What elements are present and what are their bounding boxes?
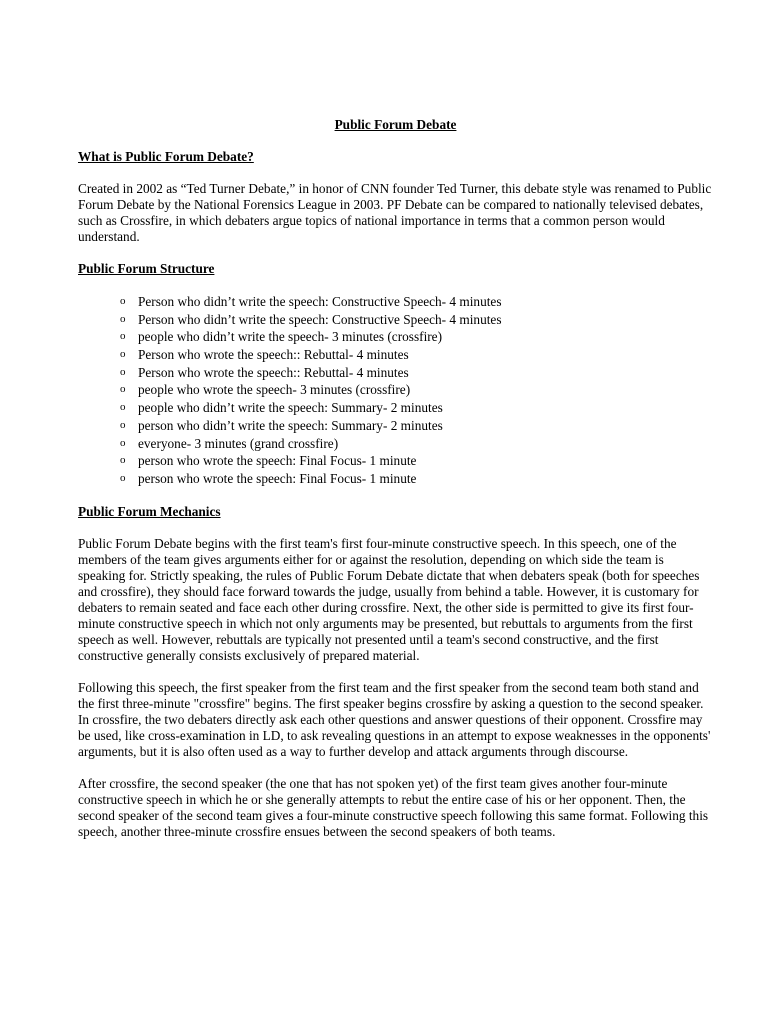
list-item: [120, 346, 713, 364]
paragraph-mechanics-2: Following this speech, the first speaker from the first team and the first speaker from the second team both stand and the first three-minute "crossfire" begins. The first speaker begins crossfire by asking a question to the second speaker. In crossfire, the two debaters directly ask each other questions and answer questions of their opponent. Crossfire may be used, like cross-examination in LD, to ask revealing questions in an attempt to expose weaknesses in the opponents' arguments, but it is also often used as a way to further develop and attack arguments through discourse.: [78, 679, 711, 759]
list-item-text: people who wrote the speech- 3 minutes (crossfire): [138, 382, 411, 398]
circle-bullet-icon: o: [120, 418, 126, 431]
paragraph-mechanics-1: Public Forum Debate begins with the first team's first four-minute constructive speech. In this speech, one of the members of the team gives arguments either for or against the resolution, depending on which side the team is speaking for. Strictly speaking, the rules of Public Forum Debate dictate that when debaters speak (both for speeches and crossfire), they should face forward towards the judge, usually from behind a table. However, it is customary for debaters to remain seated and face each other during crossfire. Next, the other side is permitted to give its first four-minute constructive speech in which not only arguments may be presented, but rebuttals to arguments from the first speech as well. However, rebuttals are typically not presented until a team's second constructive, and the first constructive generally consists exclusively of prepared material.: [78, 535, 700, 663]
list-item: [120, 435, 713, 453]
circle-bullet-icon: o: [120, 401, 126, 414]
list-item-text: person who wrote the speech: Final Focus- 1 minute: [138, 453, 417, 469]
list-item: [120, 293, 713, 311]
list-item-text: person who wrote the speech: Final Focus- 1 minute: [138, 470, 417, 486]
list-item: [120, 364, 713, 382]
paragraph-what-is: Created in 2002 as “Ted Turner Debate,” in honor of CNN founder Ted Turner, this debate style was renamed to Public Forum Debate by the National Forensics League in 2003. PF Debate can be compared to nationally televised debates, such as Crossfire, in which debaters argue topics of national importance in terms that a common person would understand.: [78, 181, 712, 244]
list-item-text: Person who wrote the speech:: Rebuttal- 4 minutes: [138, 364, 409, 380]
list-item-text: everyone- 3 minutes (grand crossfire): [138, 435, 339, 451]
section-heading-mechanics: Public Forum Mechanics: [78, 503, 221, 519]
list-item-text: people who didn’t write the speech- 3 minutes (crossfire): [138, 329, 443, 345]
list-item: [120, 311, 713, 329]
list-item-text: person who didn’t write the speech: Summary- 2 minutes: [138, 417, 443, 433]
list-item: [120, 417, 713, 435]
list-item-text: people who didn’t write the speech: Summary- 2 minutes: [138, 400, 443, 416]
paragraph-mechanics-3: After crossfire, the second speaker (the one that has not spoken yet) of the first team gives another four-minute constructive speech in which he or she generally attempts to rebut the entire case of his or her opponent. Then, the second speaker of the second team gives a four-minute constructive speech following this same format. Following this speech, another three-minute crossfire ensues between the second speakers of both teams.: [78, 775, 709, 839]
list-item: [120, 399, 713, 417]
document-title: Public Forum Debate: [334, 117, 457, 132]
circle-bullet-icon: o: [120, 383, 126, 396]
list-item: [120, 452, 713, 470]
circle-bullet-icon: o: [120, 312, 126, 325]
circle-bullet-icon: o: [120, 330, 126, 343]
list-item: [120, 328, 713, 346]
section-heading-structure: Public Forum Structure: [78, 261, 215, 276]
list-item-text: Person who didn’t write the speech: Constructive Speech- 4 minutes: [138, 294, 502, 309]
list-item: [120, 470, 713, 488]
section-heading-what-is: What is Public Forum Debate?: [78, 149, 254, 164]
circle-bullet-icon: o: [120, 365, 126, 378]
circle-bullet-icon: o: [120, 436, 126, 449]
document-page: [78, 117, 713, 856]
circle-bullet-icon: o: [120, 471, 126, 484]
list-item-text: Person who wrote the speech:: Rebuttal- 4 minutes: [138, 347, 409, 363]
list-item: [120, 381, 713, 399]
list-item-text: Person who didn’t write the speech: Constructive Speech- 4 minutes: [138, 311, 502, 327]
circle-bullet-icon: o: [120, 295, 126, 307]
circle-bullet-icon: o: [120, 454, 126, 467]
circle-bullet-icon: o: [120, 348, 126, 361]
structure-list: [78, 293, 713, 488]
